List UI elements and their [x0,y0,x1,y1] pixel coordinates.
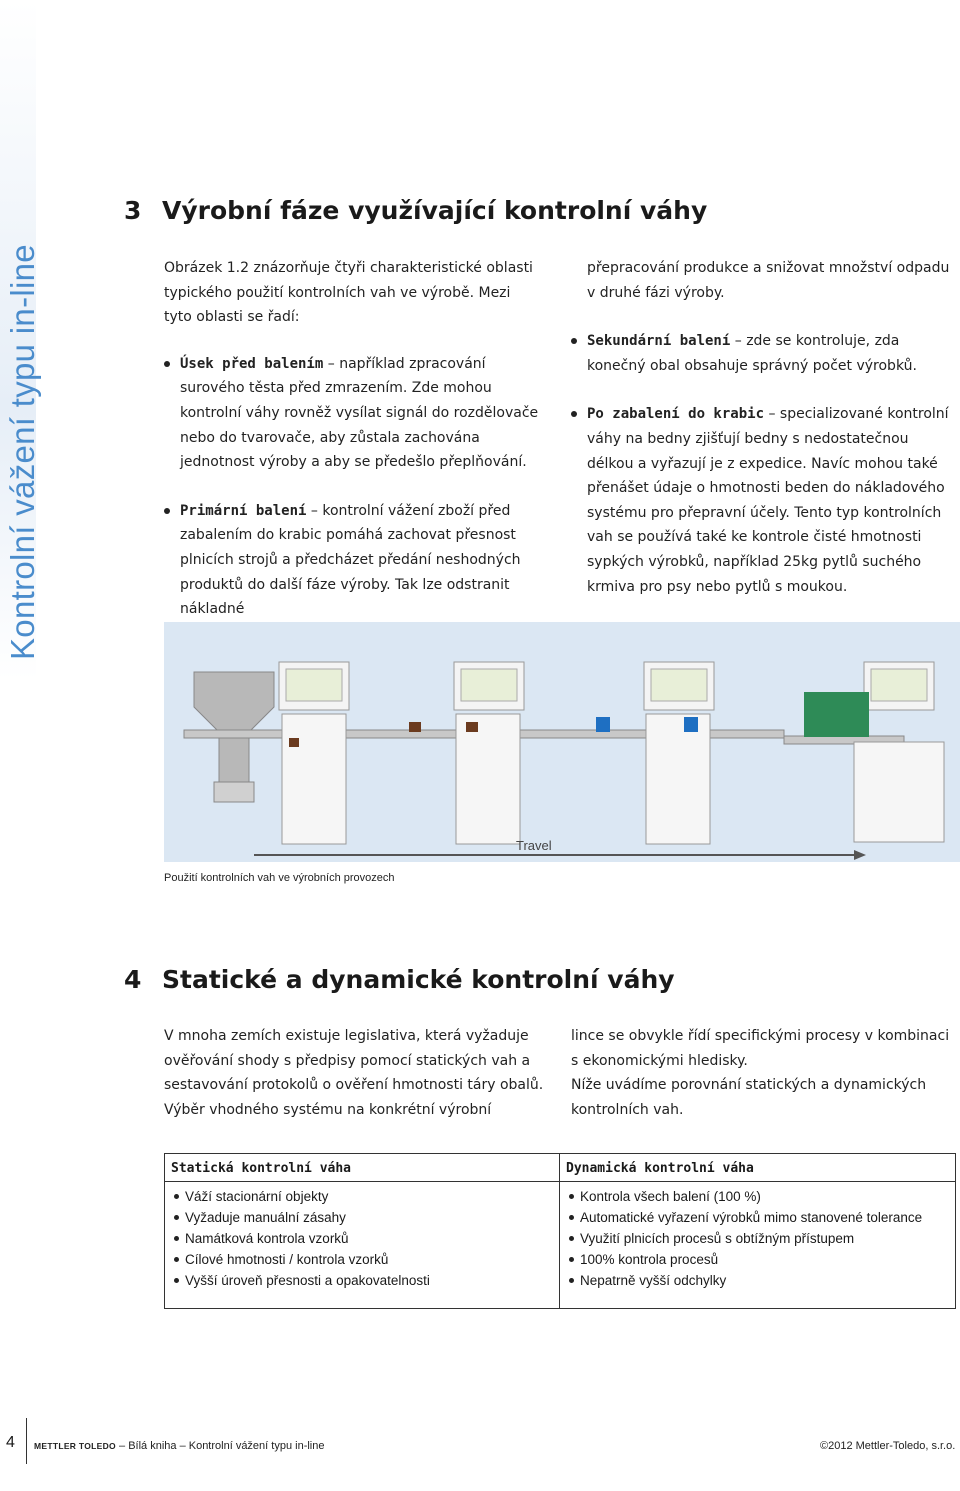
dynamic-item: Kontrola všech balení (100 %) [566,1186,949,1207]
bullet-lead: Sekundární balení [587,333,731,350]
bullet-lead: Úsek před balením [180,355,324,372]
bullet-text: – například zpracování surového těsta před zmrazením. Zde mohou kontrolní váhy rovněž vysílat signál do rozdělovače nebo do tvarovače, aby zůstala zachována jednotnost výroby a aby se předešlo přeplňování. [180,355,539,471]
dynamic-item: Využití plnicích procesů s obtížným přístupem [566,1228,949,1249]
bullet-secondary-packaging [571,329,956,378]
bullet-pre-packaging [164,352,549,475]
static-item: Vyžaduje manuální zásahy [171,1207,553,1228]
dynamic-item: Nepatrně vyšší odchylky [566,1270,949,1291]
bullet-case-packing [571,402,956,599]
bullet-lead: Po zabalení do krabic [587,406,765,423]
bullet-lead: Primární balení [180,502,307,519]
brand-logo-text: METTLER TOLEDO [34,1441,116,1451]
section-3-heading [124,196,707,225]
comparison-table [164,1153,956,1309]
bullet-primary-packaging [164,499,549,622]
bullet-text: – kontrolní vážení zboží před zabalením do krabic pomáhá zachovat přesnost plnicích strojů a předcházet předání neshodných produktů do další fáze výroby. Tak lze odstranit nákladné [180,502,521,618]
page-number: 4 [6,1434,15,1451]
footer-divider [26,1418,27,1464]
section-4-heading [124,965,675,994]
dynamic-item: Automatické vyřazení výrobků mimo stanovené tolerance [566,1207,949,1228]
static-item: Vyšší úroveň přesnosti a opakovatelnosti [171,1270,553,1291]
section-3-title: Výrobní fáze využívající kontrolní váhy [162,196,708,225]
figure-caption: Použití kontrolních vah ve výrobních provozech [164,872,395,884]
static-item: Namátková kontrola vzorků [171,1228,553,1249]
travel-label: Travel [516,838,552,853]
section-3-right-column [571,256,956,599]
section-4-right-column [571,1024,956,1122]
static-column [165,1154,560,1308]
section-4-right-text-2: Níže uvádíme porovnání statických a dynamických kontrolních vah. [571,1077,927,1118]
dynamic-header: Dynamická kontrolní váha [560,1158,955,1182]
bullet-text: – zde se kontroluje, zda konečný obal obsahuje správný počet výrobků. [587,333,917,374]
section-4-right-text-1: lince se obvykle řídí specifickými procesy v kombinaci s ekonomickými hledisky. [571,1028,950,1069]
right-continuation: přepracování produkce a snižovat množství odpadu v druhé fázi výroby. [587,260,950,301]
section-3-intro: Obrázek 1.2 znázorňuje čtyři charakteristické oblasti typického použití kontrolních vah ve výrobě. Mezi tyto oblasti se řadí: [164,260,533,326]
footer-left [34,1440,324,1452]
section-3-left-column [164,256,549,622]
footer-doc: – Bílá kniha – Kontrolní vážení typu in-line [115,1440,325,1452]
side-title: Kontrolní vážení typu in-line [4,244,41,660]
footer-copyright: ©2012 Mettler-Toledo, s.r.o. [820,1440,956,1452]
dynamic-column [560,1154,955,1308]
production-line-diagram [164,622,960,862]
section-4-left-column [164,1024,549,1122]
bullet-text: – specializované kontrolní váhy na bedny zjišťují bedny s nedostatečnou délkou a vyřazují je z expedice. Navíc mohou také přenášet údaje o hmotnosti beden do nákladového systému pro přepravní účely. Tento typ kontrolních vah se používá také ke kontrole čisté hmotnosti sypkých výrobků, například 25kg pytlů suchého krmiva pro psy nebo pytlů s moukou. [587,406,949,595]
static-item: Cílové hmotnosti / kontrola vzorků [171,1249,553,1270]
section-4-left-text: V mnoha zemích existuje legislativa, která vyžaduje ověřování shody s předpisy pomocí statických vah a sestavování protokolů o ověření hmotnosti táry obalů. Výběr vhodného systému na konkrétní výrobní [164,1028,544,1118]
section-4-title: Statické a dynamické kontrolní váhy [162,965,675,994]
static-item: Váží stacionární objekty [171,1186,553,1207]
static-header: Statická kontrolní váha [165,1158,559,1182]
section-4-number: 4 [124,965,142,994]
dynamic-item: 100% kontrola procesů [566,1249,949,1270]
checkweigher-1 [279,662,349,844]
section-3-number: 3 [124,196,142,225]
